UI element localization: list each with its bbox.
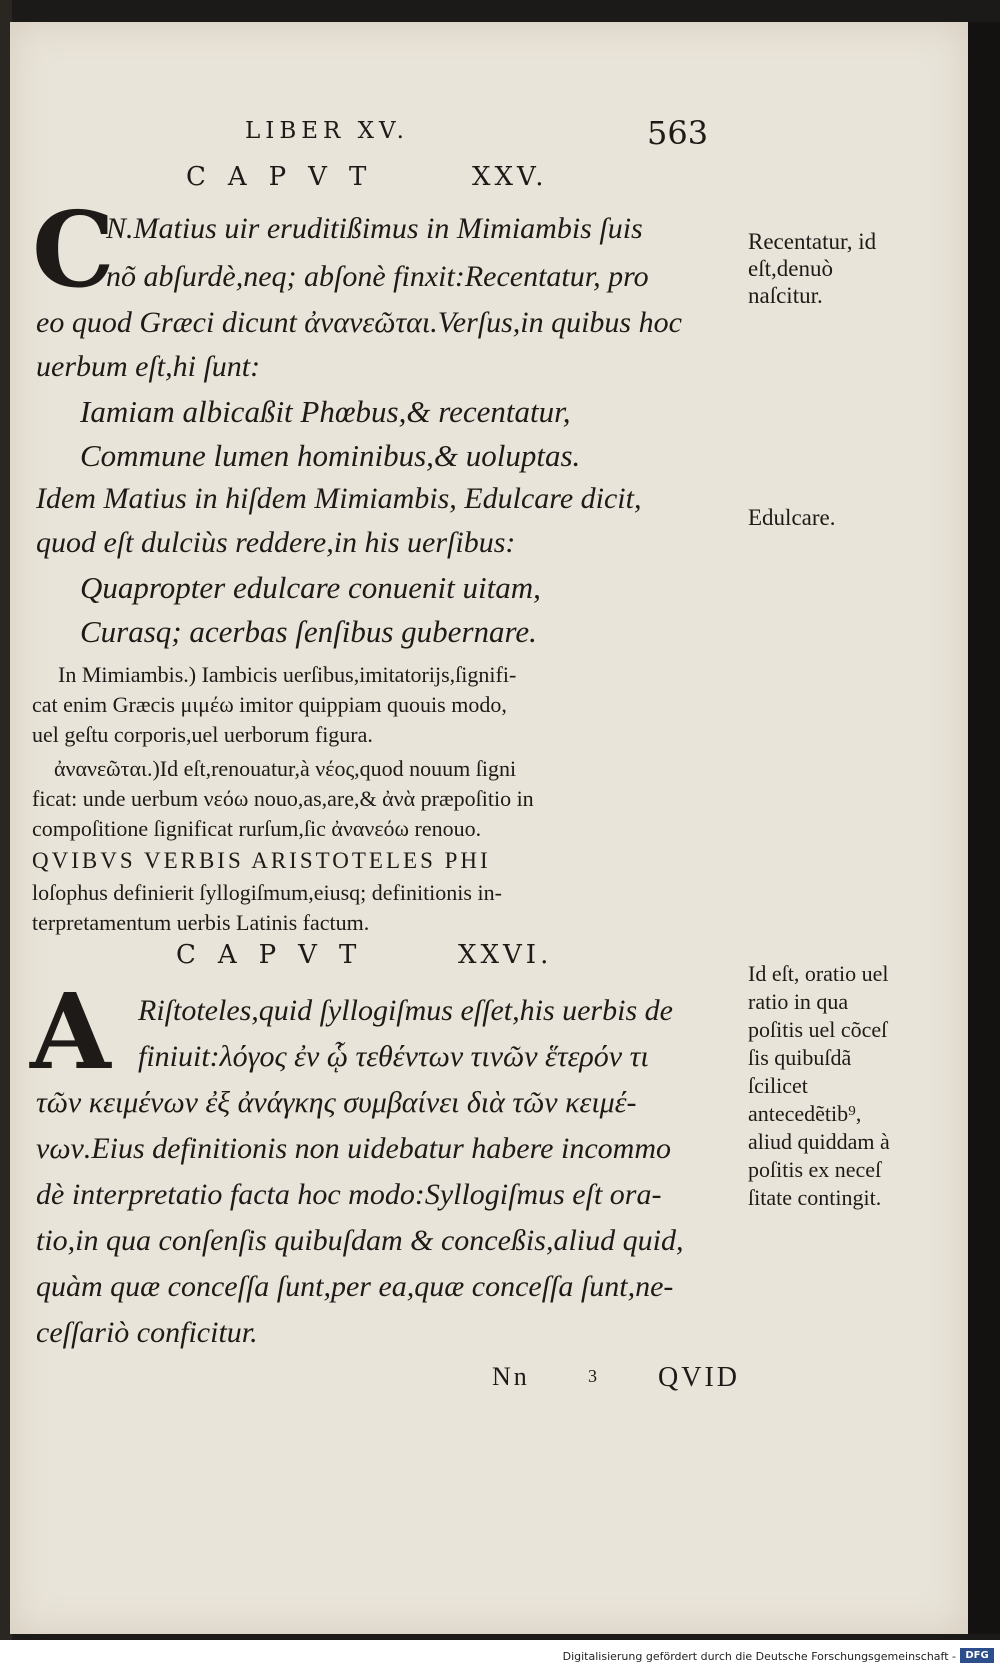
ch25-line-1: N.Matius uir eruditißimus in Mimiambis ſuis bbox=[106, 212, 643, 245]
ch26-line-1: Riſtoteles,quid ſyllogiſmus eſſet,his uerbis de bbox=[138, 994, 673, 1027]
ch26-line-6: tio,in qua conſenſis quibuſdam & conceßis,aliud quid, bbox=[36, 1224, 684, 1257]
verse-1-line-1: Iamiam albicaßit Phœbus,& recentatur, bbox=[80, 394, 571, 429]
ch26-line-8: ceſſariò conficitur. bbox=[36, 1316, 258, 1349]
page-number: 563 bbox=[647, 114, 709, 152]
heading-26-line-3: terpretamentum uerbis Latinis factum. bbox=[32, 910, 370, 935]
margin-note-edulcare: Edulcare. bbox=[748, 505, 836, 530]
chapter-26-numeral: XXVI. bbox=[458, 940, 553, 970]
note-line-1: In Mimiambis.) Iambicis uerſibus,imitatorijs,ſignifi- bbox=[58, 662, 517, 687]
dfg-logo: DFG bbox=[960, 1648, 994, 1663]
chapter-25-title: CAPVT bbox=[186, 162, 389, 192]
signature-number: 3 bbox=[588, 1366, 597, 1386]
verse-2-line-1: Quapropter edulcare conuenit uitam, bbox=[80, 570, 541, 605]
catchword: QVID bbox=[658, 1362, 740, 1393]
ch25-line-6: quod eſt dulciùs reddere,in his uerſibus: bbox=[36, 526, 516, 559]
ch26-line-3: τῶν κειμένων ἐξ ἀνάγκης συμβαίνει διὰ τῶν κειμέ- bbox=[36, 1086, 637, 1119]
scan-background bbox=[968, 22, 1000, 1634]
margin-note-definition: Id eſt, oratio uel ratio in qua poſitis uel cõceſ ſis quibuſdã ſcilicet antecedẽtib⁹, aliud quiddam à poſitis ex neceſ ſitate contingit. bbox=[748, 961, 890, 1210]
ch25-line-4: uerbum eſt,hi ſunt: bbox=[36, 350, 261, 383]
ch26-line-2: finiuit:λόγος ἐν ᾧ τεθέντων τινῶν ἕτερόν τι bbox=[138, 1040, 649, 1073]
ch26-line-4: νων.Eius definitionis non uidebatur habere incommo bbox=[36, 1132, 671, 1165]
ch26-line-7: quàm quæ conceſſa ſunt,per ea,quæ conceſſa ſunt,ne- bbox=[36, 1270, 674, 1303]
margin-note-recentatur: Recentatur, id eſt,denuò naſcitur. bbox=[748, 229, 877, 308]
running-title: LIBER XV. bbox=[245, 118, 409, 144]
verse-1-line-2: Commune lumen hominibus,& uoluptas. bbox=[80, 438, 581, 473]
note-line-4: ἀνανεῶται.)Id eſt,renouatur,à νέος,quod nouum ſigni bbox=[54, 756, 517, 781]
drop-cap-c: C bbox=[32, 188, 115, 311]
ch25-line-5: Idem Matius in hiſdem Mimiambis, Edulcare dicit, bbox=[36, 482, 642, 515]
ch26-line-5: dè interpretatio facta hoc modo:Syllogiſmus eſt ora- bbox=[36, 1178, 662, 1211]
drop-cap-a: A bbox=[30, 970, 111, 1093]
note-line-5: ficat: unde uerbum νεόω nouo,as,are,& ἀνὰ præpoſitio in bbox=[32, 786, 534, 811]
chapter-26-title: CAPVT bbox=[176, 940, 379, 970]
note-line-2: cat enim Græcis μιμέω imitor quippiam quouis modo, bbox=[32, 692, 507, 717]
ch25-line-2: nõ abſurdè,neq; abſonè finxit:Recentatur, pro bbox=[106, 260, 649, 293]
note-line-3: uel geſtu corporis,uel uerborum figura. bbox=[32, 722, 373, 747]
note-line-6: compoſitione ſignificat rurſum,ſic ἀνανεόω renouo. bbox=[32, 816, 482, 841]
footer-credit: Digitalisierung gefördert durch die Deutsche Forschungsgemeinschaft - bbox=[562, 1650, 956, 1663]
chapter-25-numeral: XXV. bbox=[472, 162, 548, 192]
signature-mark: Nn bbox=[492, 1362, 530, 1391]
verse-2-line-2: Curasq; acerbas ſenſibus gubernare. bbox=[80, 614, 537, 649]
book-page bbox=[10, 22, 968, 1634]
heading-26-line-2: loſophus definierit ſyllogiſmum,eiusq; definitionis in- bbox=[32, 880, 502, 905]
heading-26-line-1: QVIBVS VERBIS ARISTOTELES PHI bbox=[32, 848, 491, 873]
ch25-line-3: eo quod Græci dicunt ἀνανεῶται.Verſus,in quibus hoc bbox=[36, 306, 682, 339]
